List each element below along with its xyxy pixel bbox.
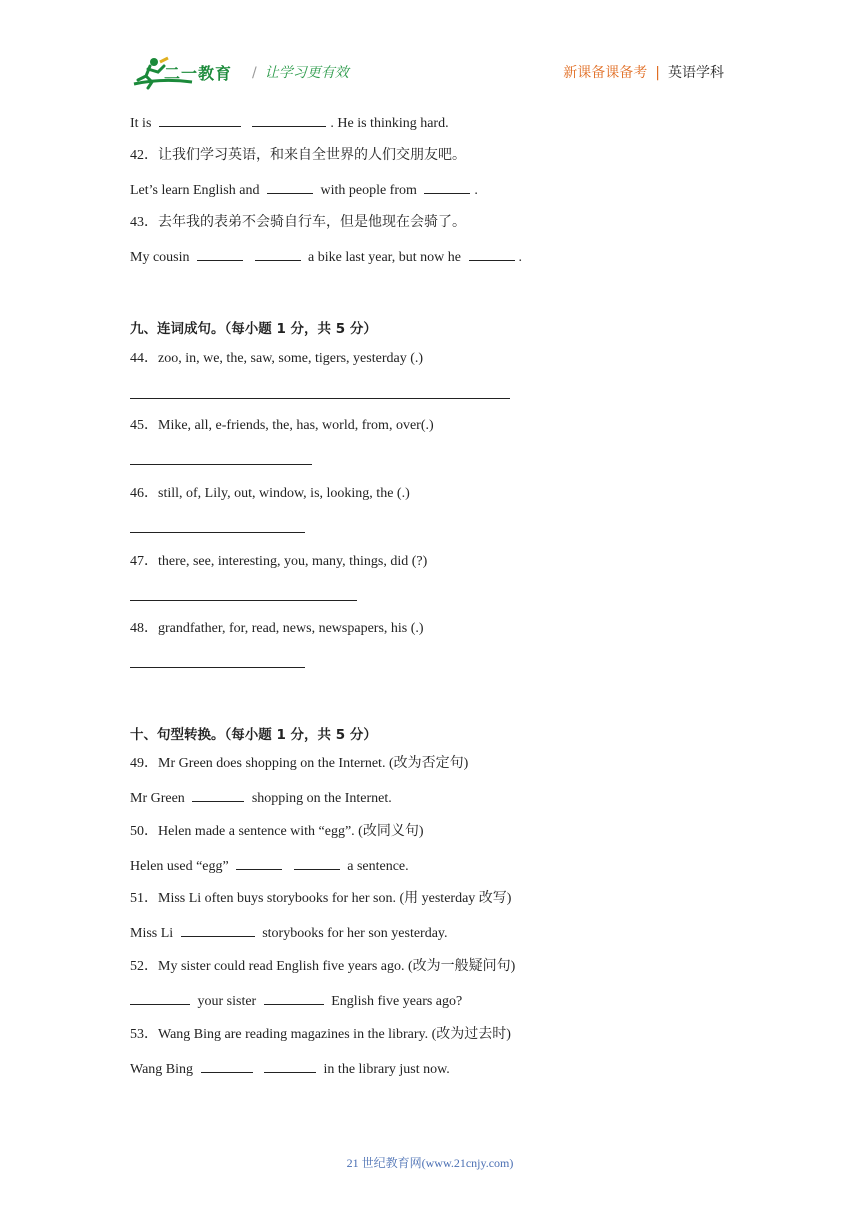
question-42-answer: Let’s learn English and with people from . [130, 183, 478, 198]
question-49-answer: Mr Green shopping on the Internet. [130, 791, 392, 806]
answer-line[interactable] [130, 600, 357, 601]
question-53-prompt: 53．Wang Bing are reading magazines in the library. (改为过去时) [130, 1027, 511, 1042]
question-43-prompt: 43．去年我的表弟不会骑自行车，但是他现在会骑了。 [130, 215, 466, 230]
slogan-text: 让学习更有效 [264, 65, 349, 81]
header-separator: | [655, 65, 660, 81]
answer-blank[interactable] [294, 857, 340, 870]
answer-blank[interactable] [197, 248, 243, 261]
answer-line[interactable] [130, 398, 510, 399]
answer-blank[interactable] [201, 1060, 253, 1073]
question-46: 46．still, of, Lily, out, window, is, looking, the (.) [130, 486, 410, 501]
question-52-prompt: 52．My sister could read English five years ago. (改为一般疑问句) [130, 959, 516, 974]
answer-blank[interactable] [236, 857, 282, 870]
question-47: 47．there, see, interesting, you, many, things, did (?) [130, 554, 428, 569]
answer-blank[interactable] [159, 114, 241, 127]
question-45: 45．Mike, all, e-friends, the, has, world, from, over(.) [130, 418, 434, 433]
question-49-prompt: 49．Mr Green does shopping on the Internet. (改为否定句) [130, 756, 469, 771]
question-51-prompt: 51．Miss Li often buys storybooks for her son. (用 yesterday 改写) [130, 891, 512, 906]
answer-blank[interactable] [130, 992, 190, 1005]
answer-blank[interactable] [267, 181, 313, 194]
answer-blank[interactable] [469, 248, 515, 261]
section-9-title: 九、连词成句。（每小题 1 分，共 5 分） [130, 321, 377, 337]
answer-blank[interactable] [424, 181, 470, 194]
header-subject: 英语学科 [668, 65, 724, 81]
question-51-answer: Miss Li storybooks for her son yesterday. [130, 926, 448, 941]
answer-blank[interactable] [181, 924, 255, 937]
answer-blank[interactable] [252, 114, 326, 127]
question-50-prompt: 50．Helen made a sentence with “egg”. (改同义句) [130, 824, 424, 839]
question-41-answer: It is . He is thinking hard. [130, 116, 449, 131]
answer-blank[interactable] [192, 789, 244, 802]
page-header [0, 0, 860, 100]
logo-text: 二一教育 [164, 64, 233, 83]
answer-blank[interactable] [255, 248, 301, 261]
answer-line[interactable] [130, 667, 305, 668]
question-53-answer: Wang Bing in the library just now. [130, 1062, 450, 1077]
question-48: 48．grandfather, for, read, news, newspapers, his (.) [130, 621, 424, 636]
answer-line[interactable] [130, 464, 312, 465]
answer-line[interactable] [130, 532, 305, 533]
question-42-prompt: 42．让我们学习英语，和来自全世界的人们交朋友吧。 [130, 148, 466, 163]
question-50-answer: Helen used “egg” a sentence. [130, 859, 409, 874]
question-52-answer: your sister English five years ago? [130, 992, 462, 1011]
question-44: 44．zoo, in, we, the, saw, some, tigers, yesterday (.) [130, 351, 424, 366]
answer-blank[interactable] [264, 1060, 316, 1073]
page-footer: 21 世纪教育网(www.21cnjy.com) [346, 1156, 514, 1170]
answer-blank[interactable] [264, 992, 324, 1005]
section-10-title: 十、句型转换。（每小题 1 分，共 5 分） [130, 727, 377, 743]
header-tag-courses: 新课备课备考 [563, 65, 648, 81]
header-right [563, 62, 724, 82]
header-slogan [252, 62, 349, 82]
slogan-slash: / [252, 65, 257, 81]
question-43-answer: My cousin a bike last year, but now he . [130, 250, 523, 265]
